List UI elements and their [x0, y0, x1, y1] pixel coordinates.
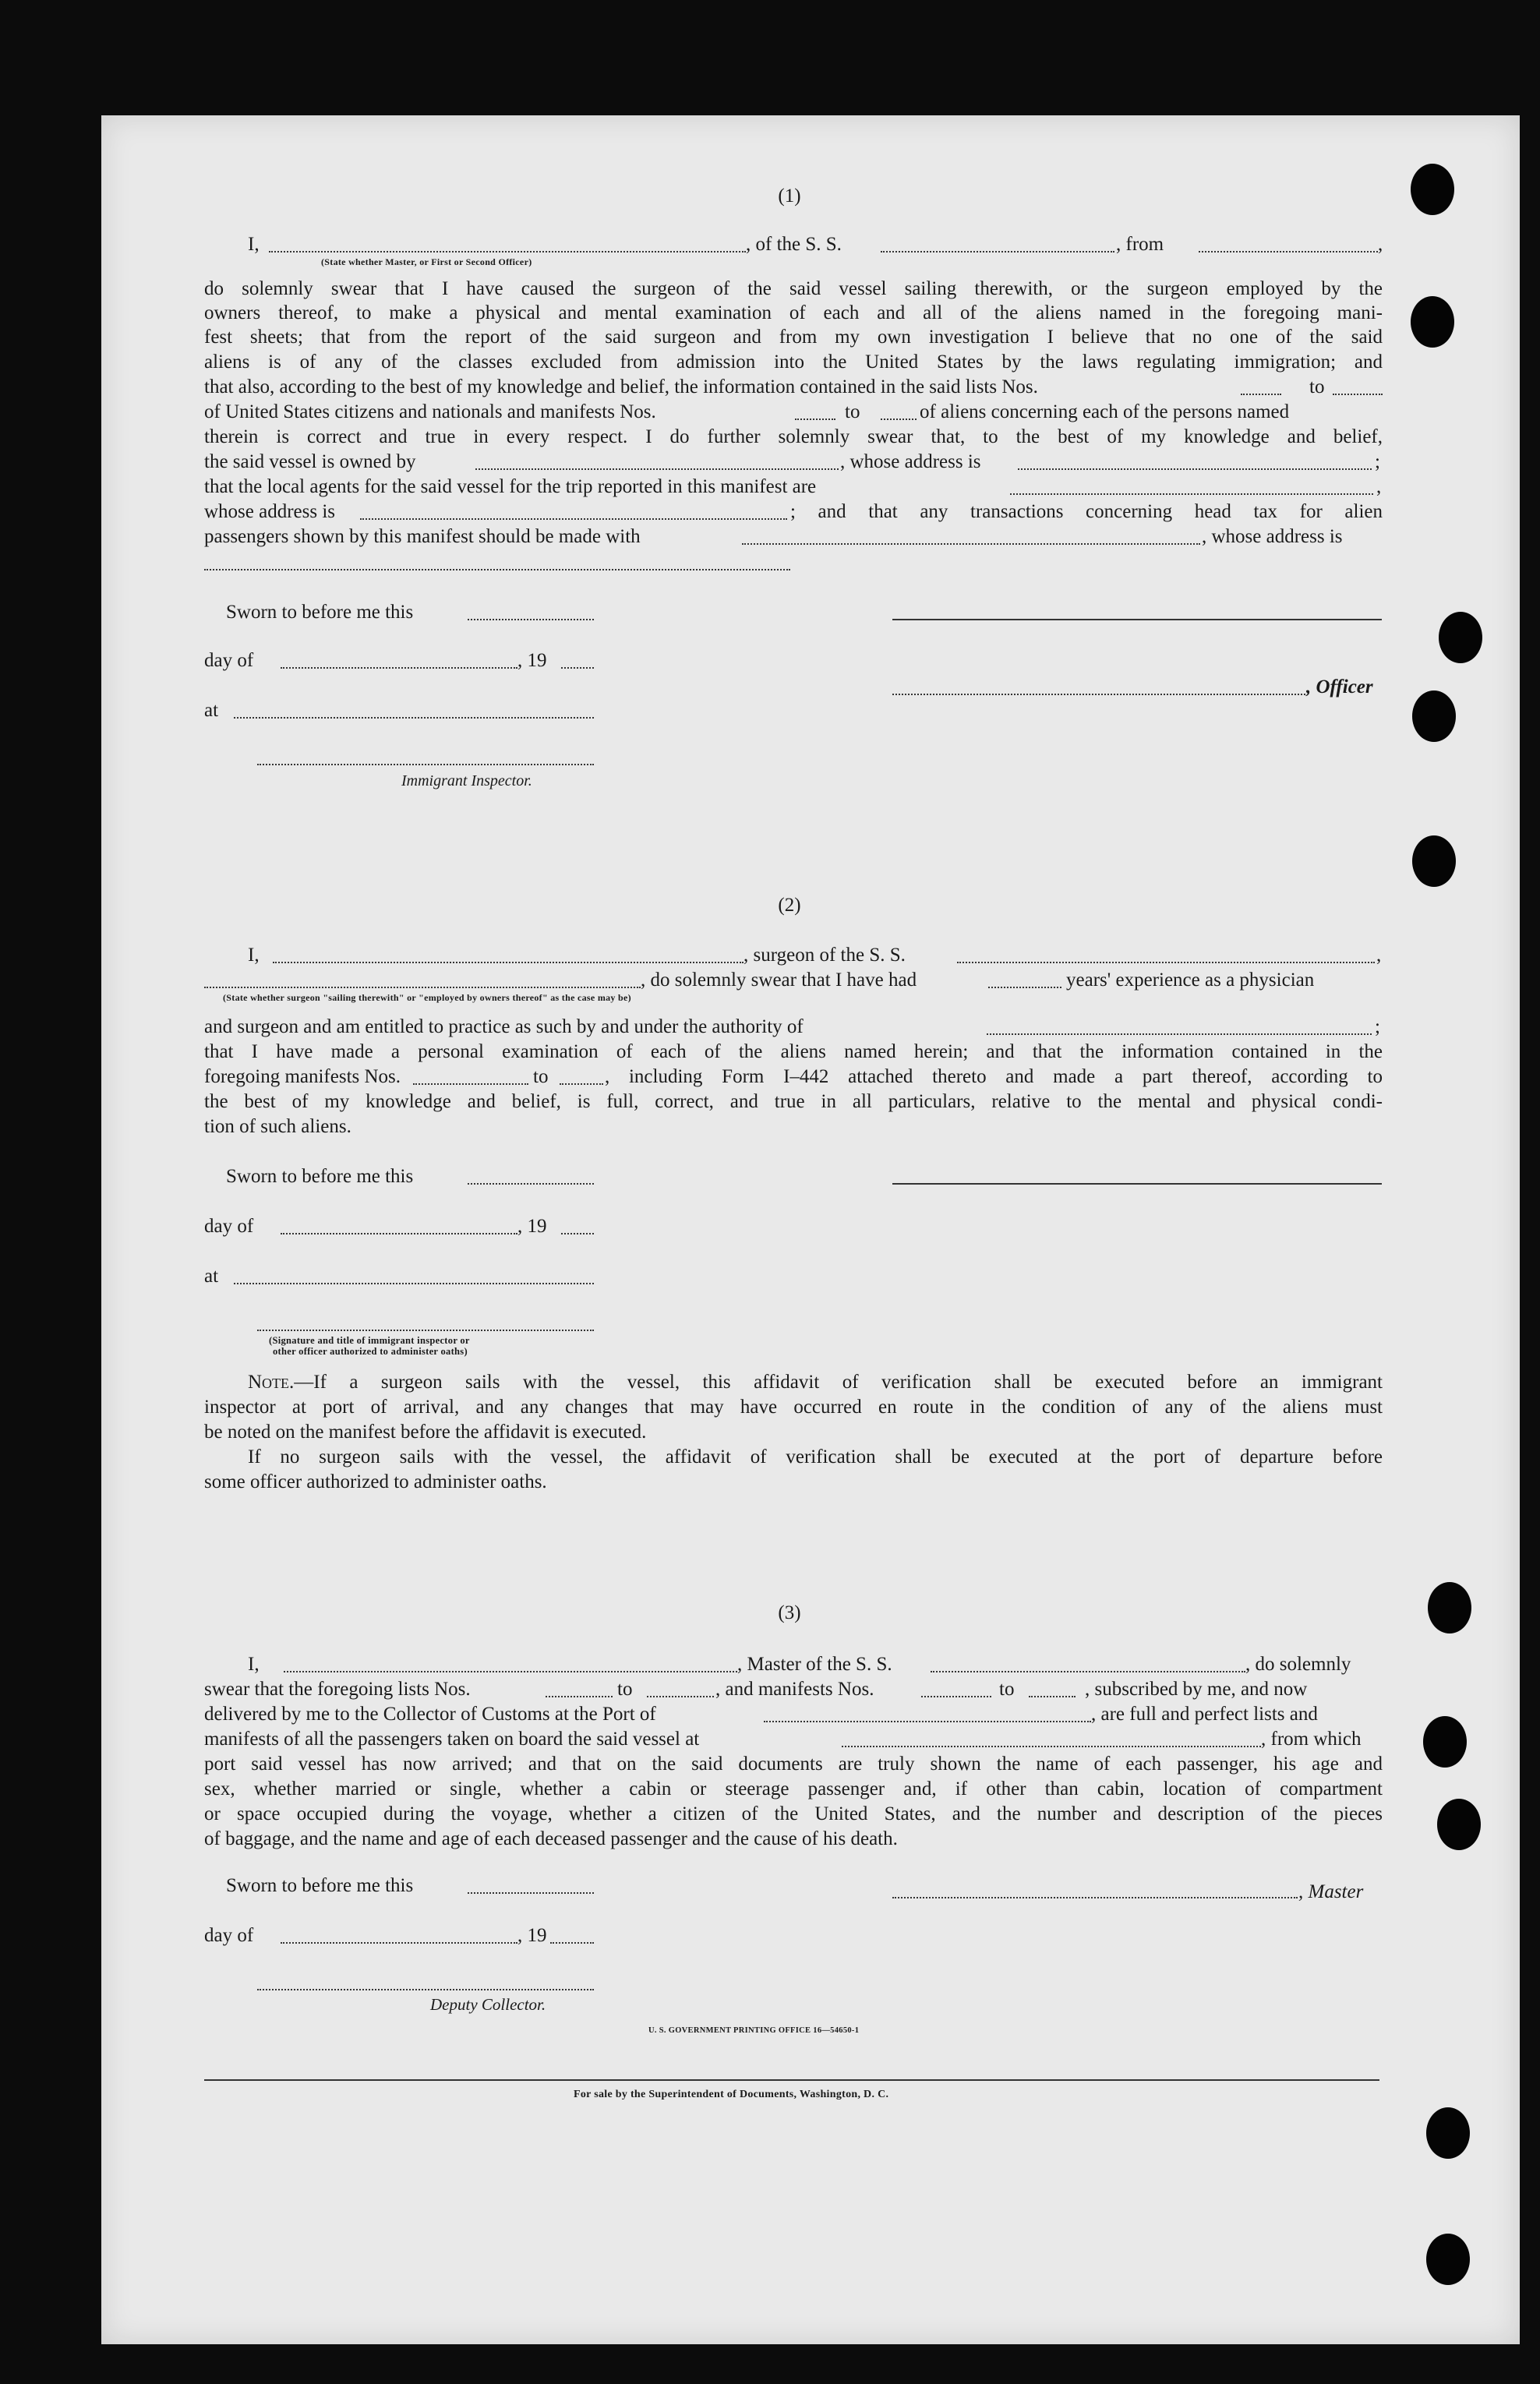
subscribed-label: , subscribed by me, and now — [1085, 1679, 1308, 1700]
perfect-lists-label: , are full and perfect lists and — [1091, 1704, 1318, 1725]
signature-line[interactable] — [892, 619, 1382, 620]
day-of-label: day of — [204, 650, 254, 671]
punch-hole — [1412, 690, 1456, 742]
signature-note: other officer authorized to administer oaths) — [273, 1346, 468, 1357]
owner-address-field[interactable] — [1018, 468, 1372, 470]
years-label: years' experience as a physician — [1066, 969, 1315, 991]
inspector-signature-line[interactable] — [257, 1330, 594, 1331]
embark-port-field[interactable] — [842, 1746, 1261, 1747]
semicolon: ; — [1375, 1016, 1380, 1037]
oath-line: aliens is of any of the classes excluded from admission into the United States by the laws regulating immigration; and — [204, 351, 1383, 373]
note-line: be noted on the manifest before the affidavit is executed. — [204, 1422, 647, 1443]
at-label: at — [204, 1266, 219, 1287]
head-tax-address-field[interactable] — [204, 569, 790, 570]
note-line: If no surgeon sails with the vessel, the affidavit of verification shall be executed at the port of departure before — [248, 1446, 1383, 1467]
master-oath-line: of baggage, and the name and age of each deceased passenger and the cause of his death. — [204, 1828, 898, 1849]
day-of-label: day of — [204, 1925, 254, 1946]
collector-signature-line[interactable] — [257, 1989, 594, 1990]
master-of-label: , Master of the S. S. — [737, 1654, 892, 1675]
state-officer-note: (State whether Master, or First or Second Officer) — [321, 256, 532, 267]
footer-rule — [204, 2079, 1379, 2081]
signature-note: (Signature and title of immigrant inspector or — [269, 1335, 470, 1346]
note-line: some officer authorized to administer oaths. — [204, 1471, 547, 1492]
head-tax-party-field[interactable] — [742, 543, 1200, 545]
punch-hole — [1426, 2107, 1470, 2159]
surgeon-oath-line: , including Form I–442 attached thereto and made a part thereof, according to — [605, 1066, 1383, 1087]
month-field[interactable] — [281, 1233, 517, 1234]
manifests-from-field[interactable] — [921, 1696, 991, 1697]
at-label: at — [204, 700, 219, 721]
oath-line: ; and that any transactions concerning head tax for alien — [790, 501, 1383, 522]
to-label: to — [617, 1679, 633, 1700]
section-1-i: I, — [248, 234, 260, 255]
year-label: , 19 — [517, 1216, 547, 1237]
surgeon-status-field[interactable] — [204, 987, 641, 988]
deputy-collector-label: Deputy Collector. — [430, 1995, 546, 2014]
year-field[interactable] — [550, 1942, 594, 1944]
sworn-label: Sworn to before me this — [226, 1166, 414, 1187]
whose-address-label: whose address is — [204, 501, 336, 522]
year-label: , 19 — [517, 1925, 547, 1946]
inspector-signature-line[interactable] — [257, 764, 594, 765]
punch-hole — [1411, 296, 1454, 348]
foregoing-manifests-label: foregoing manifests Nos. — [204, 1066, 401, 1087]
from-label: , from — [1116, 234, 1164, 255]
owned-by-label: the said vessel is owned by — [204, 451, 416, 472]
agents-address-field[interactable] — [360, 518, 787, 520]
whose-address-label: , whose address is — [1202, 526, 1343, 547]
passengers-label: passengers shown by this manifest should be made with — [204, 526, 641, 547]
manifests-from-field[interactable] — [795, 419, 835, 420]
place-field[interactable] — [234, 1283, 594, 1284]
from-port-field[interactable] — [1199, 251, 1378, 253]
address-label: , whose address is — [840, 451, 981, 472]
month-field[interactable] — [281, 1942, 517, 1944]
immigrant-inspector-label: Immigrant Inspector. — [401, 772, 532, 789]
officer-label: , Officer — [1306, 676, 1373, 698]
years-experience-field[interactable] — [988, 987, 1061, 988]
oath-line: fest sheets; that from the report of the said surgeon and from my own investigation I believe that no one of the said — [204, 327, 1383, 348]
sworn-label: Sworn to before me this — [226, 1875, 414, 1896]
officer-title-field[interactable] — [269, 251, 746, 253]
surgeon-oath-line: the best of my knowledge and belief, is full, correct, and true in all particulars, relative to the mental and physical condi- — [204, 1091, 1383, 1112]
comma: , — [1376, 476, 1382, 497]
collector-label: delivered by me to the Collector of Customs at the Port of — [204, 1704, 656, 1725]
master-oath-line: port said vessel has now arrived; and that on the said documents are truly shown the name of each passenger, his age and — [204, 1754, 1383, 1775]
day-of-label: day of — [204, 1216, 254, 1237]
authority-label: and surgeon and am entitled to practice as such by and under the authority of — [204, 1016, 804, 1037]
year-label: , 19 — [517, 650, 547, 671]
comma: , — [1378, 234, 1383, 255]
oath-line: of aliens concerning each of the persons named — [920, 401, 1290, 422]
lists-label: swear that the foregoing lists Nos. — [204, 1679, 471, 1700]
local-agents-label: that the local agents for the said vessel for the trip reported in this manifest are — [204, 476, 817, 497]
year-field[interactable] — [561, 1233, 594, 1234]
sworn-date-field[interactable] — [468, 1892, 594, 1894]
month-field[interactable] — [281, 667, 517, 669]
manifests-to-field[interactable] — [881, 419, 917, 420]
surgeon-vessel-field[interactable] — [957, 962, 1375, 963]
punch-hole — [1426, 2234, 1470, 2285]
section-2-number: (2) — [778, 895, 801, 916]
manifests-to-field[interactable] — [1029, 1696, 1076, 1697]
year-field[interactable] — [561, 667, 594, 669]
master-label: , Master — [1298, 1881, 1364, 1902]
surgeon-of-label: , surgeon of the S. S. — [744, 945, 906, 966]
to-label: to — [533, 1066, 549, 1087]
officer-signature-field[interactable] — [892, 694, 1305, 695]
note-line: inspector at port of arrival, and any changes that may have occurred en route in the condition of any of the aliens must — [204, 1397, 1383, 1418]
oath-line: do solemnly swear that I have caused the surgeon of the said vessel sailing therewith, or the surgeon employed by the — [204, 278, 1383, 299]
note-line — [204, 1370, 1383, 1395]
surgeon-oath-line: that I have made a personal examination of each of the aliens named herein; and that the information contained in the — [204, 1041, 1383, 1062]
owner-field[interactable] — [475, 468, 839, 470]
surgeon-manifests-to-field[interactable] — [560, 1083, 603, 1085]
punch-hole — [1423, 1716, 1467, 1768]
authority-field[interactable] — [987, 1033, 1372, 1035]
oath-line: therein is correct and true in every respect. I do further solemnly swear that, to the best of my knowledge and belief, — [204, 426, 1383, 447]
semicolon: ; — [1375, 451, 1380, 472]
sworn-label: Sworn to before me this — [226, 602, 414, 623]
to-label: to — [845, 401, 860, 422]
solemnly-label: , do solemnly — [1245, 1654, 1351, 1675]
section-3-i: I, — [248, 1654, 260, 1675]
master-vessel-field[interactable] — [931, 1671, 1245, 1672]
master-oath-line: sex, whether married or single, whether a cabin or steerage passenger and, if other than cabin, location of compartment — [204, 1778, 1383, 1799]
lists-from-field[interactable] — [546, 1696, 613, 1697]
to-label: to — [999, 1679, 1015, 1700]
lists-from-field[interactable] — [1241, 394, 1281, 395]
punch-hole — [1439, 612, 1482, 663]
oath-line: that also, according to the best of my knowledge and belief, the information contained in the said lists Nos. — [204, 376, 1038, 397]
of-ss-label: , of the S. S. — [746, 234, 842, 255]
from-which-label: , from which — [1261, 1729, 1362, 1750]
swear-label: , do solemnly swear that I have had — [641, 969, 917, 991]
local-agents-field[interactable] — [1010, 493, 1373, 495]
to-label: to — [1309, 376, 1325, 397]
master-oath-line: or space occupied during the voyage, whether a citizen of the United States, and the number and description of the pieces — [204, 1803, 1383, 1824]
surgeon-manifests-from-field[interactable] — [413, 1083, 528, 1085]
printing-office-mark: U. S. GOVERNMENT PRINTING OFFICE 16—54650-1 — [648, 2026, 860, 2035]
sworn-date-field[interactable] — [468, 619, 594, 620]
note-label: Note. — [248, 1372, 295, 1393]
surgeon-name-field[interactable] — [273, 962, 744, 963]
sale-notice: For sale by the Superintendent of Documents, Washington, D. C. — [574, 2089, 889, 2100]
master-signature-field[interactable] — [892, 1897, 1298, 1898]
section-3-number: (3) — [778, 1602, 801, 1623]
punch-hole — [1437, 1799, 1481, 1850]
lists-to-field[interactable] — [647, 1696, 714, 1697]
lists-to-field[interactable] — [1333, 394, 1383, 395]
port-field[interactable] — [764, 1721, 1091, 1722]
vessel-name-field[interactable] — [881, 251, 1114, 253]
section-2-i: I, — [248, 945, 260, 966]
surgeon-signature-line[interactable] — [892, 1183, 1382, 1185]
comma: , — [1376, 945, 1382, 966]
taken-on-board-label: manifests of all the passengers taken on board the said vessel at — [204, 1729, 700, 1750]
punch-hole — [1412, 835, 1456, 887]
oath-line: of United States citizens and nationals and manifests Nos. — [204, 401, 656, 422]
note-text: —If a surgeon sails with the vessel, this affidavit of verification shall be executed before an immigrant — [294, 1372, 1383, 1393]
surgeon-oath-line: tion of such aliens. — [204, 1116, 351, 1137]
surgeon-status-note: (State whether surgeon "sailing therewith" or "employed by owners thereof" as the case may be) — [223, 992, 631, 1003]
master-name-field[interactable] — [284, 1671, 737, 1672]
manifests-label: , and manifests Nos. — [715, 1679, 874, 1700]
section-1-number: (1) — [778, 185, 801, 207]
oath-line: owners thereof, to make a physical and mental examination of each and all of the aliens named in the foregoing mani- — [204, 302, 1383, 323]
place-field[interactable] — [234, 717, 594, 719]
sworn-date-field[interactable] — [468, 1183, 594, 1185]
